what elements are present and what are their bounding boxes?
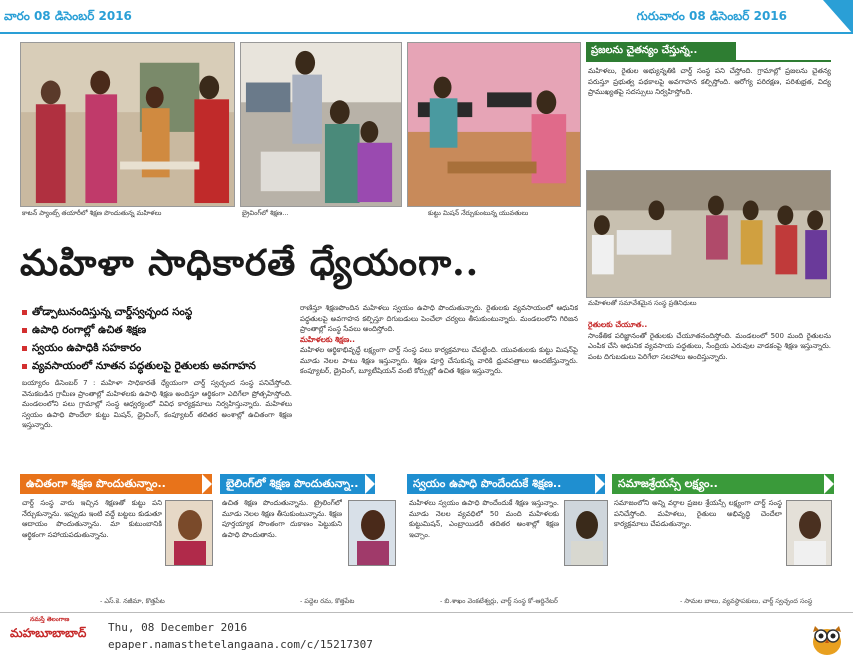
bullet-square-icon: [22, 310, 27, 315]
bullet-square-icon: [22, 364, 27, 369]
side-box-subhead: రైతులకు చేయూత..: [588, 320, 648, 329]
bullet-square-icon: [22, 346, 27, 351]
photo-caption-2: బ్రైవింగ్‌లో శిక్షణ...: [242, 209, 289, 217]
publication-logo-small: నమస్తే తెలంగాణ: [30, 616, 70, 623]
section-3-text: మహిళలు స్వయం ఉపాధి పొందేందుకే శిక్షణ ఇస్తున్నాం. మూడు నెలల వ్యవధిలో 50 మంది మహిళలకు కుట్టుమిషన్, ఎంబ్రాయిడరీ తదితర అంశాల్లో శిక్షణ ఇచ్చాం.: [409, 499, 559, 539]
owl-mascot-icon: [809, 620, 845, 656]
section-1-credit: - ఎస్.కె. నజీమా, కొత్తపేట: [100, 597, 165, 605]
side-box-text-2: [588, 320, 831, 468]
article-col2-top: రాణిస్తూ శిక్షణపొందిన మహిళలు స్వయం ఉపాధి పొందుతున్నారు. రైతులకు వ్యవసాయంలో ఆధునిక పద్ధతులపై అవగాహన కల్పిస్తూ దిగుబడులు పెంచేలా చర్యలు తీసుకుంటున్నారు. మండలంలోని గిరిజన ప్రాంతాల్లో సంస్థ సేవలు అందిస్తోంది.: [300, 304, 578, 333]
header-rule: [0, 32, 853, 34]
photo-caption-4: మహిళలతో సమావేశమైన సంస్థ ప్రతినిధులు: [588, 299, 697, 307]
side-box-heading: ప్రజలను చైతన్యం చేస్తున్న..: [586, 42, 736, 60]
footer-rule: [0, 612, 853, 613]
section-bar-4: సమాజశ్రేయస్సే లక్ష్యం..: [612, 474, 834, 494]
edition-logo: మహబూబాబాద్: [10, 626, 87, 640]
portrait-2: [348, 500, 396, 566]
section-bar-1: ఉచితంగా శిక్షణ పొందుతున్నాం..: [20, 474, 212, 494]
article-subhead: మహిళలకు శిక్షణ..: [300, 334, 355, 344]
highlight-item: తోడ్పాటునందిస్తున్న చార్డ్‌స్వచ్ఛంద సంస్థ: [22, 303, 292, 321]
photo-caption-3: కుట్టు మిషన్ నేర్చుకుంటున్న యువతులు: [428, 209, 529, 217]
photo-driving-training: [240, 42, 402, 207]
section-arrow-icon: [824, 474, 834, 494]
footer-url[interactable]: epaper.namasthetelangaana.com/c/15217307: [108, 638, 373, 651]
side-box-body-2: సాంకేతిక పరిజ్ఞానంతో రైతులకు చేయూతనందిస్తోంది. మండలంలో 500 మంది రైతులను ఎంపిక చేసి ఆధునిక వ్యవసాయ పద్ధతులు, సేంద్రియ ఎరువుల వాడకంపై శిక్షణ ఇస్తున్నారు. పంట దిగుబడులు పెరిగేలా సలహాలు అందిస్తున్నారు.: [588, 331, 831, 361]
section-2-text: ఉచిత శిక్షణ పొందుతున్నాను. ట్రైలింగ్‌లో మూడు నెలల శిక్షణ తీసుకుంటున్నాను. శిక్షణ పూర్తయ్యాక సొంతంగా దుకాణం పెట్టుకుని ఉపాధి పొందుతాను.: [222, 499, 342, 539]
photo-caption-1: కాటన్ ప్యాంట్స్ తయారీలో శిక్షణ పొందుతున్న మహిళలు: [22, 209, 162, 217]
photo-tailoring-women: [20, 42, 235, 207]
section-4-text: సమాజంలోని అన్ని వర్గాల ప్రజల శ్రేయస్సే లక్ష్యంగా చార్డ్ సంస్థ పనిచేస్తోంది. మహిళలు, రైతులు అభివృద్ధి చెందేలా కార్యక్రమాలు చేపడుతున్నాం.: [614, 499, 782, 528]
side-box-rule: [586, 60, 831, 62]
header-date-right: గురువారం 08 డిసెంబర్ 2016: [636, 9, 787, 23]
portrait-3: [564, 500, 608, 566]
portrait-4: [786, 500, 832, 566]
article-column-2: [300, 303, 578, 468]
highlight-item: ఉపాధి రంగాల్లో ఉచిత శిక్షణ: [22, 321, 292, 339]
side-box-text: మహిళలు, రైతుల అభ్యున్నతికి చార్డ్ సంస్థ పని చేస్తోంది. గ్రామాల్లో ప్రజలను చైతన్య పరుస్తూ ప్రభుత్వ పథకాలపై అవగాహన కల్పిస్తోంది. ఆరోగ్య పరిరక్షణ, పరిశుభ్రత, విద్య ప్రాముఖ్యతపై సదస్సులు నిర్వహిస్తోంది.: [588, 67, 831, 96]
photo-sewing-machine: [407, 42, 581, 207]
section-1-text: చార్డ్ సంస్థ వారు ఇచ్చిన శిక్షణతో కుట్టు పని నేర్చుకున్నాను. ఇప్పుడు ఇంటి వద్దే బట్టలు కుడుతూ ఆదాయం పొందుతున్నాను. మా కుటుంబానికి ఆర్థికంగా సహాయపడుతున్నాను.: [22, 499, 162, 539]
page-header: [0, 0, 853, 34]
section-bar-2: బైలింగ్‌లో శిక్షణ పొందుతున్నా..: [220, 474, 375, 494]
section-arrow-icon: [365, 474, 375, 494]
article-col2-body: మహిళల ఆర్థికాభివృద్ధే లక్ష్యంగా చార్డ్ సంస్థ పలు కార్యక్రమాలు చేపట్టింది. యువతులకు కుట్టు మిషన్‌పై మూడు నెలల పాటు శిక్షణ ఇస్తున్నారు. శిక్షణ పూర్తి చేసుకున్న వారికి ధ్రువపత్రాలు అందజేస్తున్నారు. కంప్యూటర్, డ్రైవింగ్, బ్యూటీషియన్ వంటి కోర్సుల్లో ఉచిత శిక్షణ ఇస్తున్నారు.: [300, 346, 578, 375]
section-arrow-icon: [595, 474, 605, 494]
section-4-credit: - సామల బాలు, వ్యవస్థాపకులు, చార్డ్ స్వచ్ఛంద సంస్థ: [680, 597, 813, 605]
section-bar-3: స్వయం ఉపాధి పొందేందుకే శిక్షణ..: [407, 474, 605, 494]
section-arrow-icon: [202, 474, 212, 494]
header-date-left: వారం 08 డిసెంబర్ 2016: [4, 9, 132, 23]
article-lead: బయ్యారం డిసెంబర్ 7 : మహిళా సాధికారతే ధ్యేయంగా చార్డ్ స్వచ్ఛంద సంస్థ పనిచేస్తోంది. వెనుకబడిన గ్రామీణ ప్రాంతాల్లో మహిళలకు ఉపాధి శిక్షణ అందిస్తూ ఆర్థికంగా ఎదిగేలా ప్రోత్సహిస్తోంది. మండలంలోని పలు గ్రామాల్లో సంస్థ ఆధ్వర్యంలో వివిధ కార్యక్రమాలు నిర్వహిస్తున్నారు. మహిళలు స్వయం ఉపాధి పొందేలా కుట్టు మిషన్, డ్రైవింగ్, కంప్యూటర్ తదితర అంశాల్లో ఉచితంగా శిక్షణ ఇస్తున్నారు.: [22, 379, 292, 429]
header-corner-triangle: [823, 0, 853, 34]
main-headline: మహిళా సాధికారతే ధ్యేయంగా..: [20, 242, 480, 284]
footer-date: Thu, 08 December 2016: [108, 621, 248, 634]
photo-meeting: [586, 170, 831, 298]
section-2-credit: - పద్దెల రమ, కొత్తపేట: [300, 597, 355, 605]
section-3-credit: - బి.శాఖం వెంకటేశ్వర్లు, చార్డ్ సంస్థ కో-ఆర్డినేటర్: [440, 597, 558, 605]
portrait-1: [165, 500, 213, 566]
highlight-item: స్వయం ఉపాధికి సహకారం: [22, 339, 292, 357]
highlight-item: వ్యవసాయంలో నూతన పద్ధతులపై రైతులకు అవగాహన: [22, 357, 292, 375]
bullet-square-icon: [22, 328, 27, 333]
highlights-list: [22, 303, 292, 375]
